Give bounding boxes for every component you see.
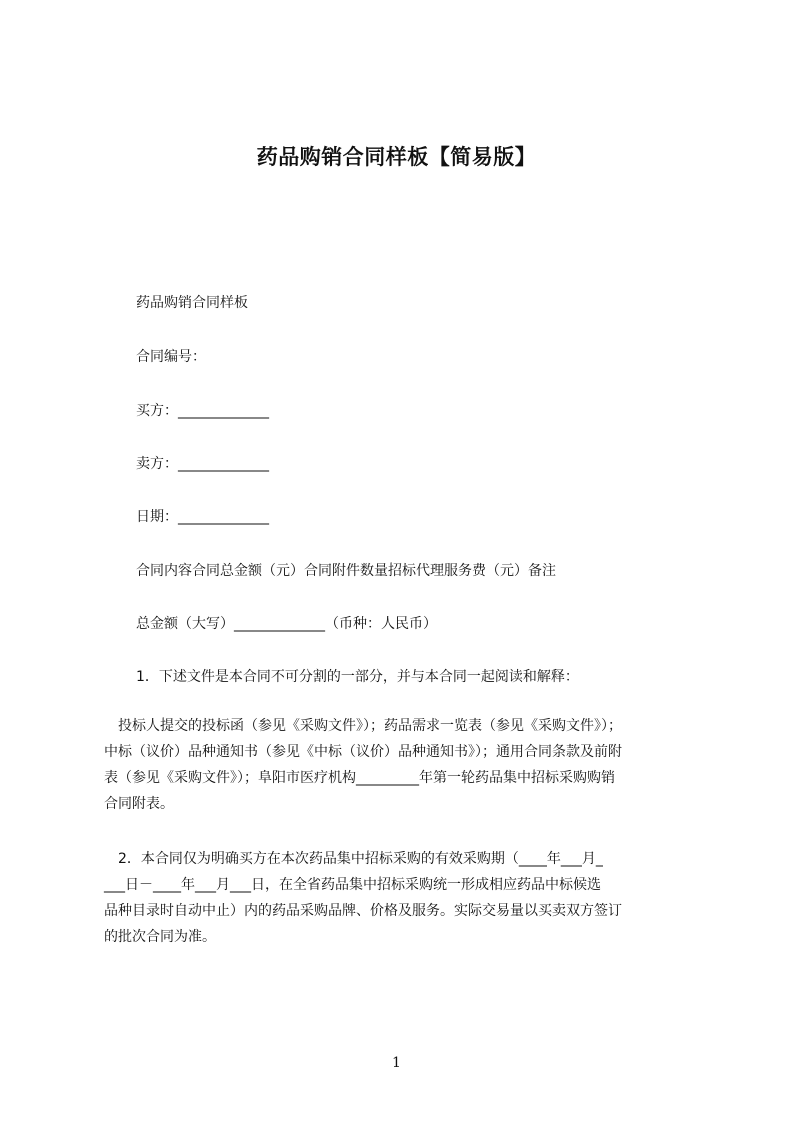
clause-1-line: 表（参见《采购文件》）；阜阳市医疗机构_________年第一轮药品集中招标采购购销 bbox=[104, 770, 615, 786]
clause-1-title: 1．下述文件是本合同不可分割的一部分，并与本合同一起阅读和解释： bbox=[136, 669, 579, 685]
buyer-field: 买方：_____________ bbox=[136, 403, 269, 419]
clause-1-line: 合同附表。 bbox=[104, 796, 174, 812]
clause-2-line: ___日－____年___月___日，在全省药品集中招标采购统一形成相应药品中标候选 bbox=[104, 877, 601, 893]
table-header-text: 合同内容合同总金额（元）合同附件数量招标代理服务费（元）备注 bbox=[136, 563, 556, 579]
clause-1-line: 投标人提交的投标函（参见《采购文件》）；药品需求一览表（参见《采购文件》）； bbox=[104, 718, 622, 734]
page-number: 1 bbox=[392, 1055, 401, 1071]
total-amount-field: 总金额（大写）_____________（币种：人民币） bbox=[136, 616, 437, 632]
clause-2-line: 2．本合同仅为明确买方在本次药品集中招标采购的有效采购期（____年___月_ bbox=[104, 851, 603, 867]
clause-1-line: 中标（议价）品种通知书（参见《中标（议价）品种通知书》）；通用合同条款及前附 bbox=[104, 744, 622, 760]
contract-number-field: 合同编号： bbox=[136, 349, 206, 365]
clause-2-line: 的批次合同为准。 bbox=[104, 929, 216, 945]
clause-2-body bbox=[104, 846, 704, 950]
seller-field: 卖方：_____________ bbox=[136, 456, 269, 472]
clause-2-line: 品种目录时自动中止）内的药品采购品牌、价格及服务。实际交易量以买卖双方签订 bbox=[104, 903, 622, 919]
document-title: 药品购销合同样板【简易版】 bbox=[256, 145, 537, 169]
date-field: 日期：_____________ bbox=[136, 509, 269, 525]
subtitle: 药品购销合同样板 bbox=[136, 295, 248, 311]
clause-1-body bbox=[104, 713, 704, 817]
